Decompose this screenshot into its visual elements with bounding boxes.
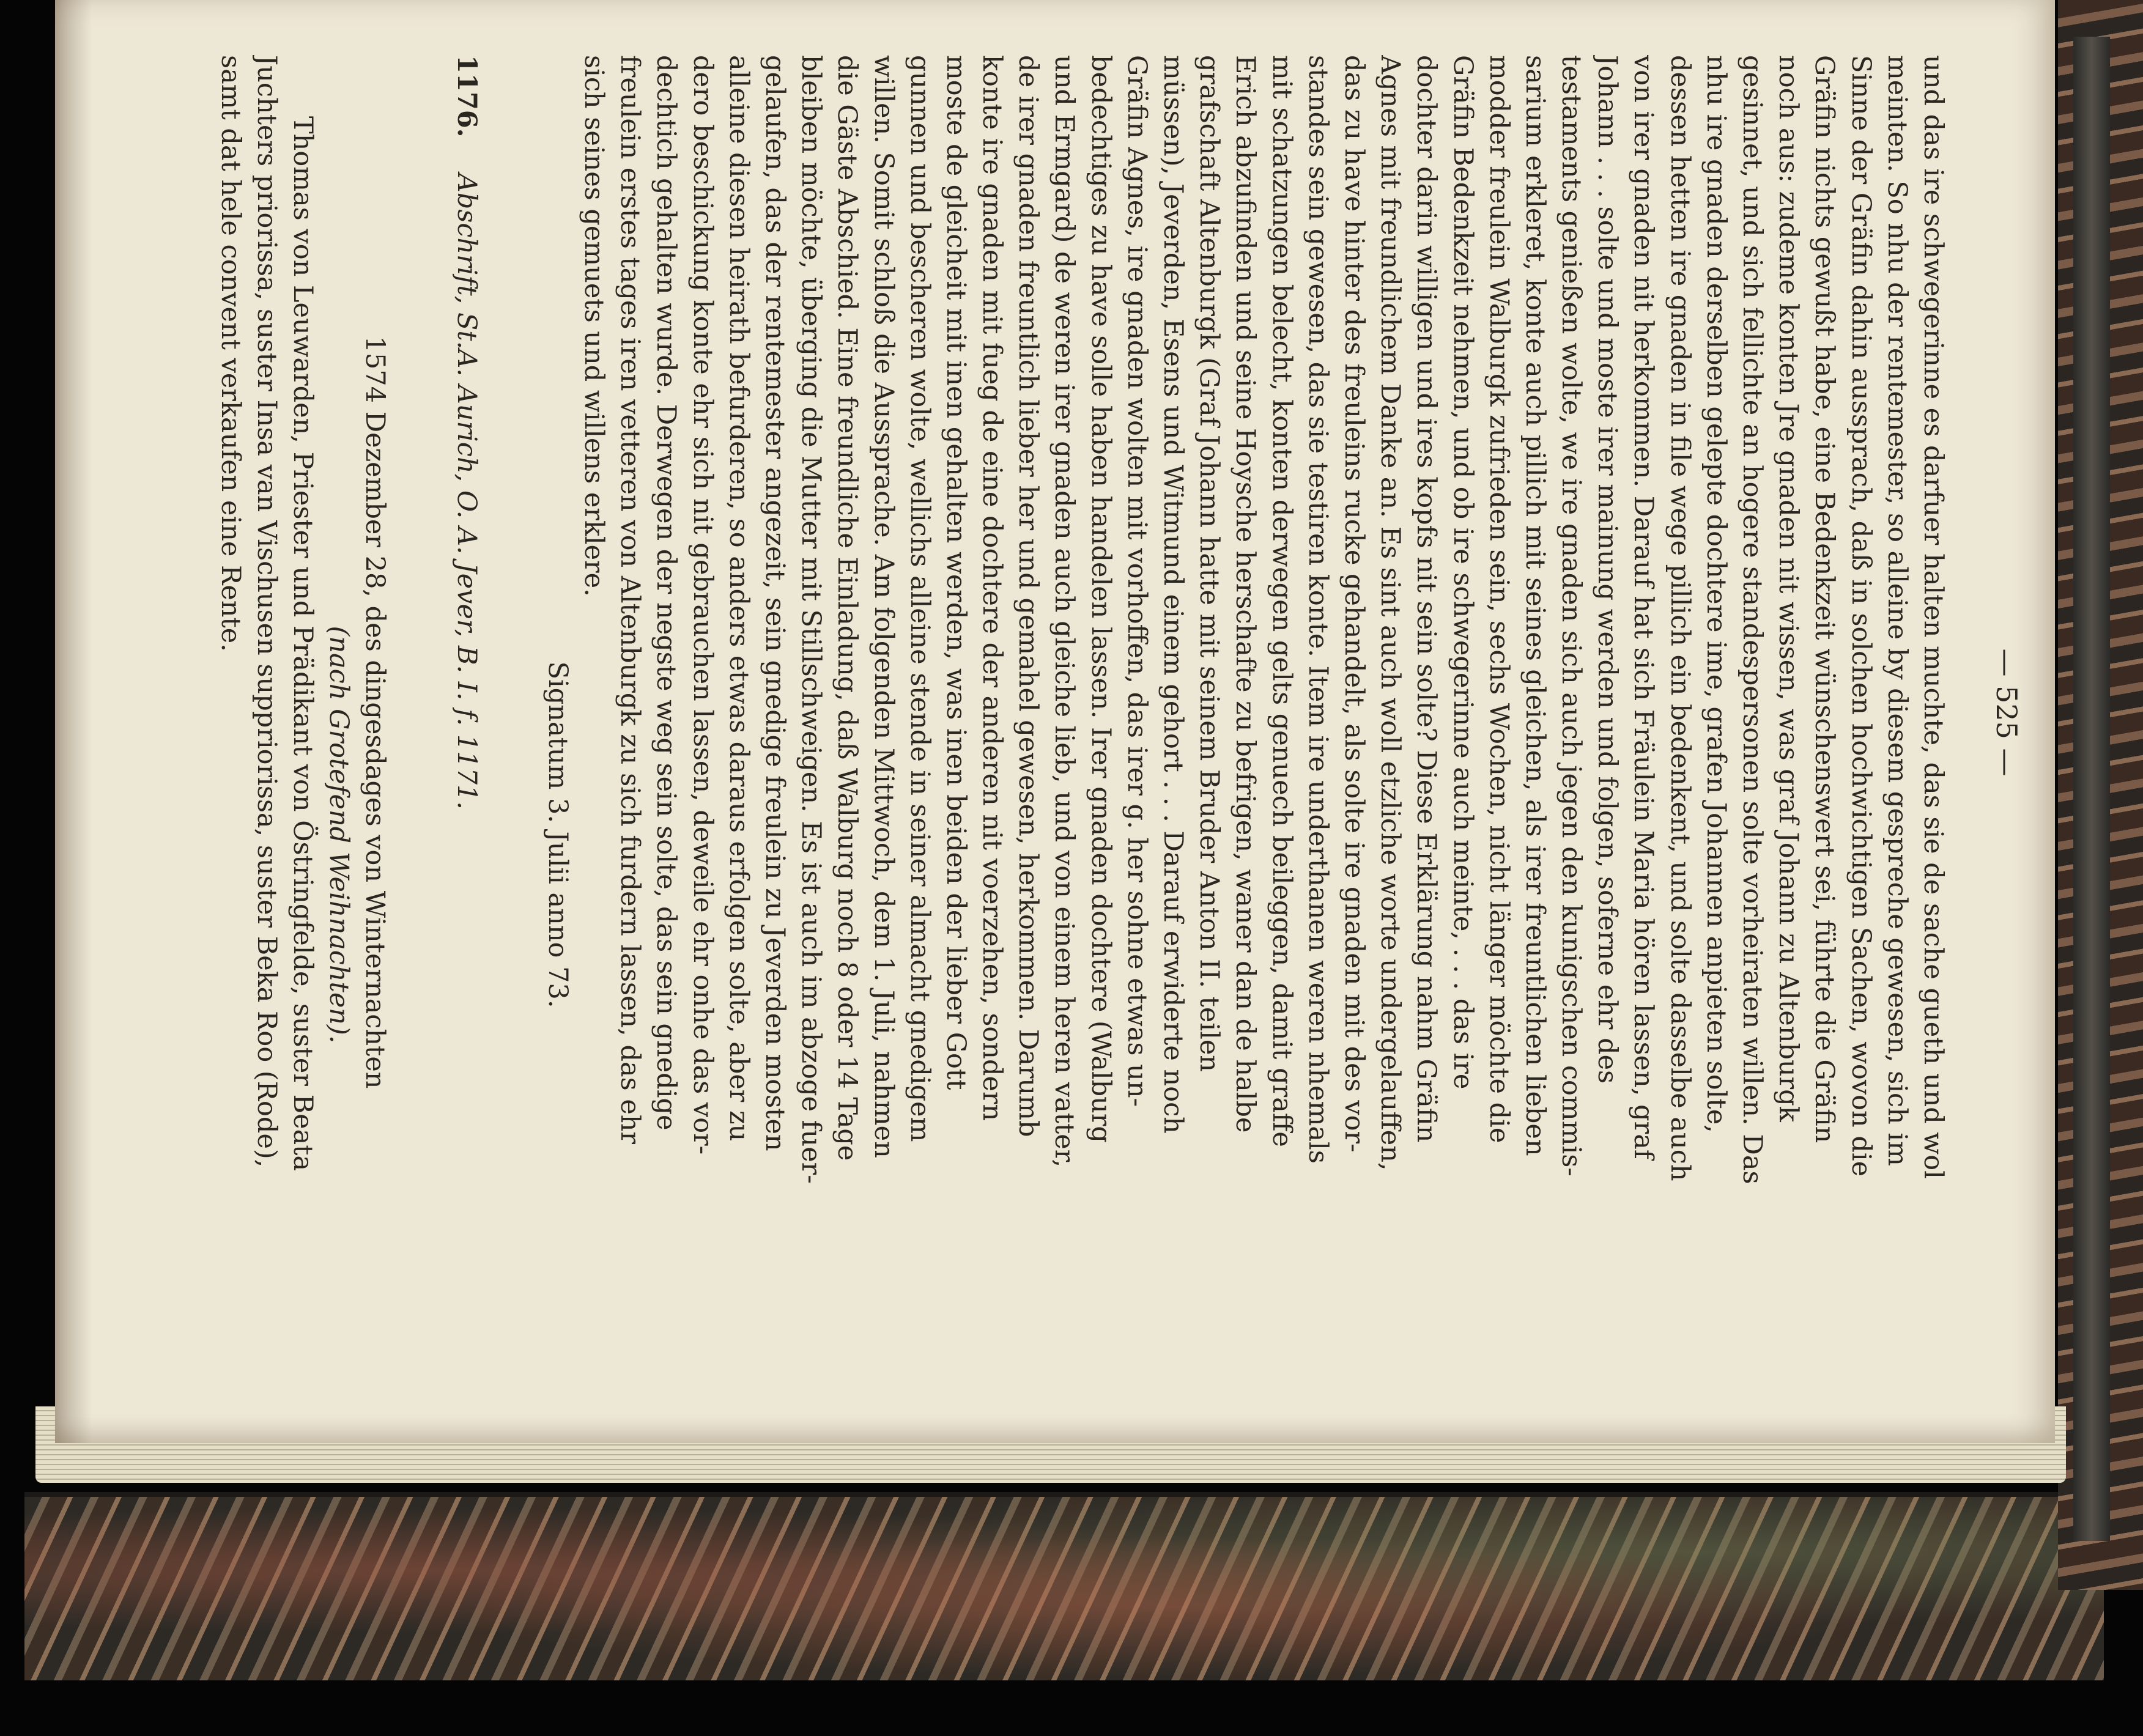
text-line: gelaufen, das der rentemester angezeit, sein gnedige freulein zu Jeverden mosten (760, 55, 790, 1151)
entry-number: 1176. (451, 55, 482, 138)
text-line: Agnes mit freundlichem Danke an. Es sint auch woll etzliche worte undergelauffen, (1375, 55, 1406, 1171)
text-line: freulein erstes tages iren vetteren von Altenburgk zu sich furdern lassen, das ehr (615, 55, 646, 1145)
text-line: willen. Somit schloß die Aussprache. Am folgenden Mittwoch, dem 1. Juli, nahmen (868, 55, 899, 1158)
entry-text-line: samt dat hele convent verkaufen eine Rente. (215, 55, 246, 652)
text-line: meinten. So nhu der rentemester, so alleine by diesem gespreche gewesen, sich im (1881, 55, 1912, 1166)
text-line: konte ire gnaden mit fueg de eine dochtere der anderen nit voerzehen, sondern (977, 55, 1008, 1121)
entry-text (212, 55, 321, 1370)
text-line: Gräfin Bedenkzeit nehmen, und ob ire schwegerinne auch meinte, . . . das ire (1447, 55, 1478, 1090)
text-line: Gräfin nichts gewußt habe, eine Bedenkzeit wünschenswert sei, führte die Gräfin (1809, 55, 1840, 1143)
text-line: dechtich gehalten wurde. Derwegen der negste weg sein solte, das sein gnedige (651, 55, 682, 1131)
text-line: die Gäste Abschied. Eine freundliche Einladung, daß Walburg noch 8 oder 14 Tage (832, 55, 863, 1161)
text-line: bleiben möchte, überging die Mutter mit Stillschweigen. Es ist auch im abzoge fuer- (796, 55, 827, 1184)
book-spine (2073, 37, 2110, 1541)
text-line: gunnen und bescheren wolte, wellichs alleine stende in seiner almacht gnedigem (904, 55, 935, 1142)
text-line: und das ire schwegerinne es darfuer halten muchte, das sie de sache gueth und wol (1918, 55, 1949, 1179)
text-line: nhu ire gnaden derselben gelepte dochtere ime, grafen Johannen anpieten solte, (1700, 55, 1731, 1133)
text-line: moste de gleicheit mit inen gehalten werden, was inen beiden der lieber Gott (940, 55, 971, 1090)
text-line: grafschaft Altenburgk (Graf Johann hatte mit seinem Bruder Anton II. teilen (1194, 55, 1225, 1072)
page-number: — 525 — (1990, 648, 2023, 777)
text-line: standes sein gewesen, das sie testiren konte. Item ire underthanen weren nhemals (1302, 55, 1333, 1164)
page-gutter-shadow (55, 0, 92, 1443)
text-line: dochter darin willigen und ires kopfs nit sein solte? Diese Erklärung nahm Gräfin (1411, 55, 1442, 1143)
text-line: testaments genießen wolte, we ire gnaden sich auch jegen den kunigschen commis- (1556, 55, 1587, 1176)
rotated-text-block (212, 55, 2023, 1370)
text-line: modder freulein Walburgk zufrieden sein, sechs Wochen, nicht länger möchte die (1483, 55, 1514, 1143)
text-line: Johann . . . solte und moste irer mainung werden und folgen, soferne ehr des (1592, 55, 1623, 1084)
entry-date-note: (nach Grotefend Weihnachten). (324, 626, 355, 1044)
entry-date: 1574 Dezember 28, des dingesdages von Winternachten (360, 336, 391, 1089)
body-text (576, 55, 1951, 1370)
marbled-cover-bottom (24, 1492, 2104, 1680)
text-line: noch aus: zudeme konten Jre gnaden nit wissen, was graf Johann zu Altenburgk (1773, 55, 1804, 1122)
text-line: bedechtiges zu have solle haben handelen lassen. Irer gnaden dochtere (Walburg (1085, 55, 1116, 1143)
text-line: dero beschickung konte ehr sich nit gebrauchen lassen, deweile ehr onhe das vor- (687, 55, 718, 1155)
entry-text-line: Thomas von Leuwarden, Priester und Prädikant von Östringfelde, suster Beata (287, 116, 319, 1172)
text-line: und Ermgard) de weren irer gnaden auch gleiche lieb, und von einem heren vatter, (1049, 55, 1080, 1168)
source-note: Abschrift, St.A. Aurich, O. A. Jever, B. I. f. 1171. (451, 173, 482, 810)
text-line: alleine diesen heirath befurderen, so anders etwas daraus erfolgen solte, aber zu (723, 55, 754, 1142)
text-line: von irer gnaden nit herkommen. Darauf hat sich Fräulein Maria hören lassen, graf (1628, 55, 1659, 1159)
text-line: de irer gnaden freuntlich lieber her und gemahel gewesen, herkommen. Darumb (1013, 55, 1044, 1137)
entry-text-line: Juchters priorissa, suster Insa van Vischusen suppriorissa, suster Beka Roo (Rode), (251, 55, 282, 1168)
text-line: dessen hetten ire gnaden in file wege pillich ein bedenkent, und solte dasselbe auch (1664, 55, 1695, 1181)
text-line: Gräfin Agnes, ire gnaden wolten mit vorhoffen, das irer g. her sohne etwas un- (1121, 55, 1152, 1107)
text-line: Erich abzufinden und seine Hoysche herschafte zu befrigen, waner dan de halbe (1230, 55, 1261, 1133)
text-line: sich seines gemuets und willens erklere. (579, 55, 610, 597)
text-line: müssen), Jeverden, Esens und Witmund einem gehort . . . Darauf erwiderte noch (1158, 55, 1189, 1134)
text-line: sarium erkleret, konte auch pillich mit seines gleichen, als irer freuntlichen lieben (1519, 55, 1550, 1156)
text-line: das zu have hinter des freuleins rucke gehandelt, als solte ire gnaden mit des vor- (1339, 55, 1369, 1153)
text-line: mit schatzungen belecht, konten derwegen gelts genuech beileggen, damit graffe (1266, 55, 1297, 1147)
signature-line: Signatum 3. Julii anno 73. (542, 661, 573, 1008)
text-line: Sinne der Gräfin dahin aussprach, daß in solchen hochwichtigen Sachen, wovon die (1845, 55, 1876, 1177)
entry-heading (448, 55, 484, 1370)
text-line: gesinnet, und sich fellichte an hogere standespersonen solte vorheiraten willen. Das (1737, 55, 1768, 1184)
